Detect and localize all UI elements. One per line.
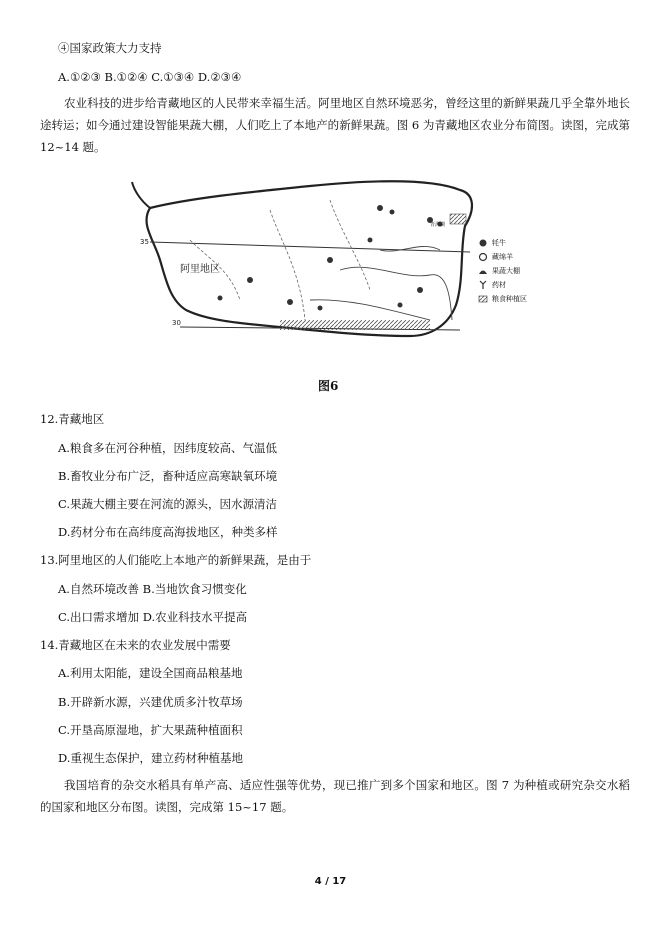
region-label-ali: 阿里地区 [180,264,220,275]
q14-option-c: C.开垦高原湿地，扩大果蔬种植面积 [58,723,243,737]
answer-options: A.①②③ B.①②④ C.①③④ D.②③④ [58,70,242,84]
q13-options-cd: C.出口需求增加 D.农业科技水平提高 [58,610,248,624]
herb-icon [478,280,488,290]
map-outline [147,181,472,336]
internal-border-3 [330,200,370,290]
q12-stem: 12.青藏地区 [40,412,105,426]
intro-paragraph-2: 我国培育的杂交水稻具有单产高、适应性强等优势，现已推广到多个国家和地区。图 7 为种植或研究杂交水稻的国家和地区分布图。读图，完成第 15~17 题。 [40,778,630,814]
q14-stem: 14.青藏地区在未来的农业发展中需要 [40,638,231,652]
map-tail [132,182,150,208]
map-symbols [218,205,467,311]
lat-label-30: 30 [172,319,181,327]
q14-option-b: B.开辟新水源，兴建优质多汁牧草场 [58,695,243,709]
greenhouse-icon [478,266,488,276]
lat-label-35: 35 [140,238,149,246]
q12-option-b: B.畜牧业分布广泛，畜种适应高寒缺氧环境 [58,469,278,483]
grain-area-icon [478,294,488,304]
q14-option-a: A.利用太阳能，建设全国商品粮基地 [58,666,243,680]
yak-icon [478,238,488,248]
option-item-4: ④国家政策大力支持 [58,41,162,55]
intro-paragraph-1: 农业科技的进步给青藏地区的人民带来幸福生活。阿里地区自然环境恶劣，曾经这里的新鲜果蔬几乎全靠外地长途转运；如今通过建设智能果蔬大棚，人们吃上了本地产的新鲜果蔬。图 6 为青藏地区农业分布简图。读图，完成第 12~14 题。 [40,96,630,154]
page-number: 4 / 17 [314,876,347,887]
legend-item [478,292,527,306]
legend-label: 藏绵羊 [492,253,513,261]
q12-option-a: A.粮食多在河谷种植，因纬度较高、气温低 [58,441,277,455]
legend-item [478,264,527,278]
lat-line-35 [150,242,470,252]
legend-label: 粮食种植区 [492,295,527,303]
legend-item [478,236,527,250]
grain-area [280,320,430,330]
river-2 [310,300,430,320]
legend-label: 药材 [492,281,506,289]
legend-label: 果蔬大棚 [492,267,520,275]
figure-caption: 图6 [318,379,339,393]
small-place-label: 青海湖 [430,222,446,228]
q12-option-c: C.果蔬大棚主要在河流的源头，因水源清洁 [58,497,278,511]
river-1 [340,267,452,320]
map-legend [478,236,527,306]
q13-options-ab: A.自然环境改善 B.当地饮食习惯变化 [58,582,247,596]
legend-item [478,278,527,292]
q13-stem: 13.阿里地区的人们能吃上本地产的新鲜果蔬，是由于 [40,553,312,567]
sheep-icon [478,252,488,262]
q14-option-d: D.重视生态保护，建立药材种植基地 [58,751,243,765]
legend-item [478,250,527,264]
legend-label: 牦牛 [492,239,506,247]
q12-option-d: D.药材分布在高纬度高海拔地区，种类多样 [58,525,278,539]
